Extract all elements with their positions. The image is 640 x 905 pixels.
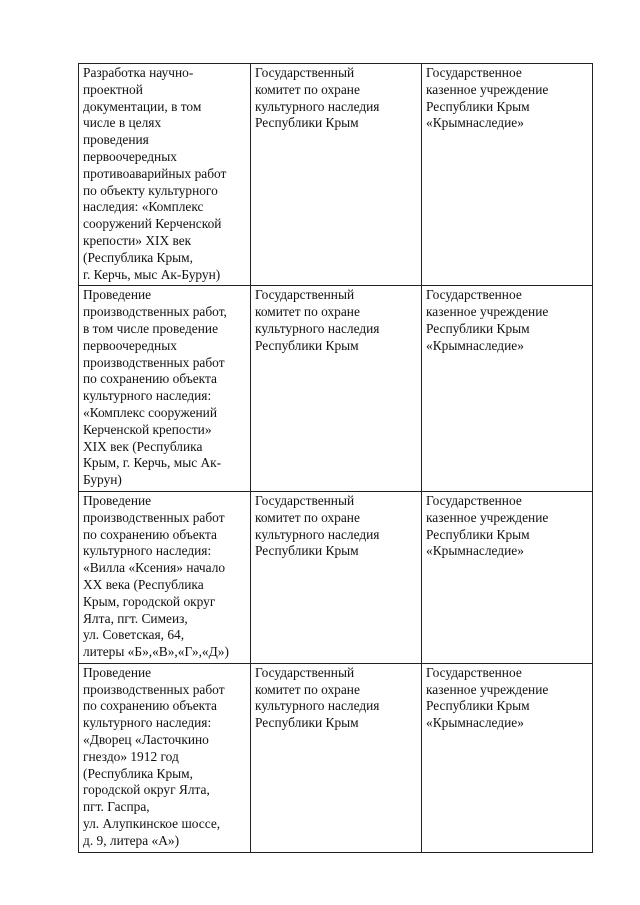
responsible-body-cell: Государственный комитет по охране культурного наследия Республики Крым <box>251 491 422 663</box>
executor-cell: Государственное казенное учреждение Республики Крым «Крымнаследие» <box>422 663 593 852</box>
table-row <box>79 286 593 492</box>
table-row <box>79 64 593 286</box>
executor-cell: Государственное казенное учреждение Республики Крым «Крымнаследие» <box>422 286 593 492</box>
table-row <box>79 491 593 663</box>
executor-cell: Государственное казенное учреждение Республики Крым «Крымнаследие» <box>422 64 593 286</box>
work-description-cell: Проведение производственных работ по сохранению объекта культурного наследия: «Дворец «Ласточкино гнездо» 1912 год (Республика Крым, городской округ Ялта, пгт. Гаспра, ул. Алупкинское шоссе, д. 9, литера «А») <box>79 663 251 852</box>
work-description-cell: Разработка научно- проектной документации, в том числе в целях проведения первоочередных противоаварийных работ по объекту культурного наследия: «Комплекс сооружений Керченской крепости» XIX век (Республика Крым, г. Керчь, мыс Ак-Бурун) <box>79 64 251 286</box>
work-description-cell: Проведение производственных работ, в том числе проведение первоочередных производственных работ по сохранению объекта культурного наследия: «Комплекс сооружений Керченской крепости» XIX век (Республика Крым, г. Керчь, мыс Ак- Бурун) <box>79 286 251 492</box>
responsible-body-cell: Государственный комитет по охране культурного наследия Республики Крым <box>251 663 422 852</box>
responsible-body-cell: Государственный комитет по охране культурного наследия Республики Крым <box>251 64 422 286</box>
responsible-body-cell: Государственный комитет по охране культурного наследия Республики Крым <box>251 286 422 492</box>
document-table <box>78 63 593 853</box>
work-description-cell: Проведение производственных работ по сохранению объекта культурного наследия: «Вилла «Ксения» начало XX века (Республика Крым, городской округ Ялта, пгт. Симеиз, ул. Советская, 64, литеры «Б»,«В»,«Г»,«Д») <box>79 491 251 663</box>
table-row <box>79 663 593 852</box>
executor-cell: Государственное казенное учреждение Республики Крым «Крымнаследие» <box>422 491 593 663</box>
